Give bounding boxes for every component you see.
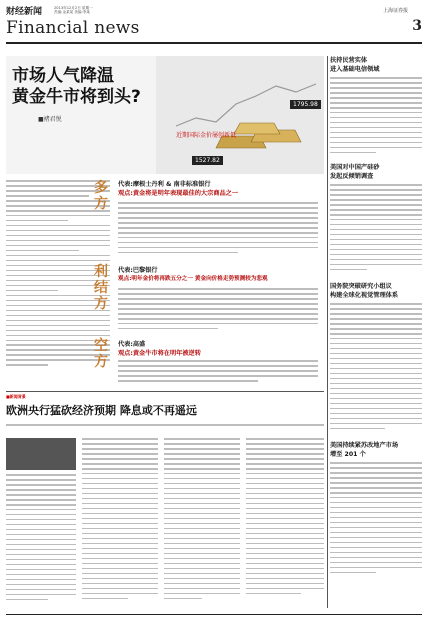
- sidebar-headline-line: 扶持民营实体: [330, 57, 368, 64]
- fund-view-representative: 代表:摩根士丹利 & 南非标准银行: [118, 181, 211, 188]
- masthead: [6, 4, 422, 48]
- lead-author: ■褚君悦: [38, 116, 62, 123]
- sidebar-headline-line: 国务院突破研究小组议: [330, 283, 392, 290]
- section-title-cn: 财经新闻: [6, 7, 43, 17]
- sidebar-body-2: [330, 184, 422, 276]
- column-divider: [327, 56, 328, 608]
- sidebar-headline-1: [330, 56, 422, 74]
- price-high-label: 1795.98: [290, 100, 321, 109]
- footer-rule: [6, 614, 422, 615]
- sidebar-headline-line: 美国持续紧苏改地产市场: [330, 442, 399, 449]
- fund-view-opinion: 观点:黄金牛市将在明年被逆转: [118, 350, 201, 357]
- lead-caption: 近期国际金价屡创新低: [176, 132, 237, 139]
- paper-name: 上海证券报: [382, 8, 408, 14]
- fund-label-char: 结: [94, 280, 108, 296]
- fund-profit-body: [118, 288, 318, 338]
- story-tag: ■新闻背景: [6, 394, 26, 399]
- sidebar-headline-line: 美国对中国产硅砂: [330, 164, 380, 171]
- sidebar-headline-4: [330, 441, 422, 459]
- fund-view-opinion: 观点:明年金价将再跌五分之一 黄金向价格走势预测较为悲观: [118, 276, 268, 282]
- section-title-en: Financial news: [6, 18, 140, 38]
- fund-label-char: 多: [94, 180, 108, 196]
- issue-date-line: 2013年12月2日 星期一: [54, 6, 93, 10]
- fund-label-char: 方: [94, 196, 108, 212]
- page-footer: [6, 614, 422, 624]
- price-low-label: 1527.82: [192, 156, 223, 165]
- lead-headline-line: 黄金牛市将到头?: [12, 87, 141, 107]
- europe-body-col3: [164, 438, 240, 608]
- fund-label-char: 空: [94, 338, 108, 354]
- fund-label-bear: [94, 338, 112, 370]
- gold-bars-illustration: [156, 56, 324, 174]
- fund-label-profit: [94, 264, 112, 312]
- sidebar-headline-2: [330, 163, 422, 181]
- fund-bear-body: [118, 360, 318, 388]
- europe-headline: 欧洲央行猛砍经济预期 降息或不再遥远: [6, 404, 197, 417]
- fund-label-char: 方: [94, 296, 108, 312]
- lead-headline-line: 市场人气降温: [12, 66, 114, 86]
- masthead-rule: [6, 42, 422, 44]
- issue-editor-line: 责编:金某某 美编:李某: [54, 10, 90, 14]
- sidebar-headline-line: 增至 201 个: [330, 451, 366, 458]
- fund-view-representative: 代表:高盛: [118, 341, 146, 348]
- fund-label-char: 方: [94, 354, 108, 370]
- lead-story: [6, 56, 324, 174]
- page-number: 3: [412, 18, 422, 34]
- fund-label-char: 利: [94, 264, 108, 280]
- fund-view-opinion: 观点:黄金将是明年表现最佳的大宗商品之一: [118, 190, 239, 197]
- section-divider: [6, 391, 324, 392]
- europe-lead-text: [6, 424, 324, 432]
- fund-view-profit: [118, 266, 318, 284]
- sidebar-headline-line: 进入基础电信领域: [330, 66, 380, 73]
- europe-photo: [6, 438, 76, 470]
- sidebar-body-4: [330, 462, 422, 582]
- fund-view-bear: [118, 340, 318, 358]
- sidebar-body-1: [330, 77, 422, 157]
- sidebar-headline-line: 发起反倾销调查: [330, 173, 374, 180]
- europe-body-col1: [6, 474, 76, 608]
- sidebar-headline-3: [330, 282, 422, 300]
- fund-label-bull: [94, 180, 112, 212]
- sidebar-news: [330, 56, 422, 576]
- europe-story: [6, 394, 324, 418]
- fund-view-representative: 代表:巴黎银行: [118, 267, 158, 274]
- fund-bull-body: [118, 202, 318, 262]
- europe-body-col4: [246, 438, 324, 608]
- fund-view-bull: [118, 180, 318, 198]
- sidebar-body-3: [330, 303, 422, 435]
- sidebar-headline-line: 构建全球化视觉管理体系: [330, 292, 399, 299]
- issue-date: [54, 6, 114, 14]
- lead-headline: [12, 66, 152, 108]
- europe-body-col2: [82, 438, 158, 608]
